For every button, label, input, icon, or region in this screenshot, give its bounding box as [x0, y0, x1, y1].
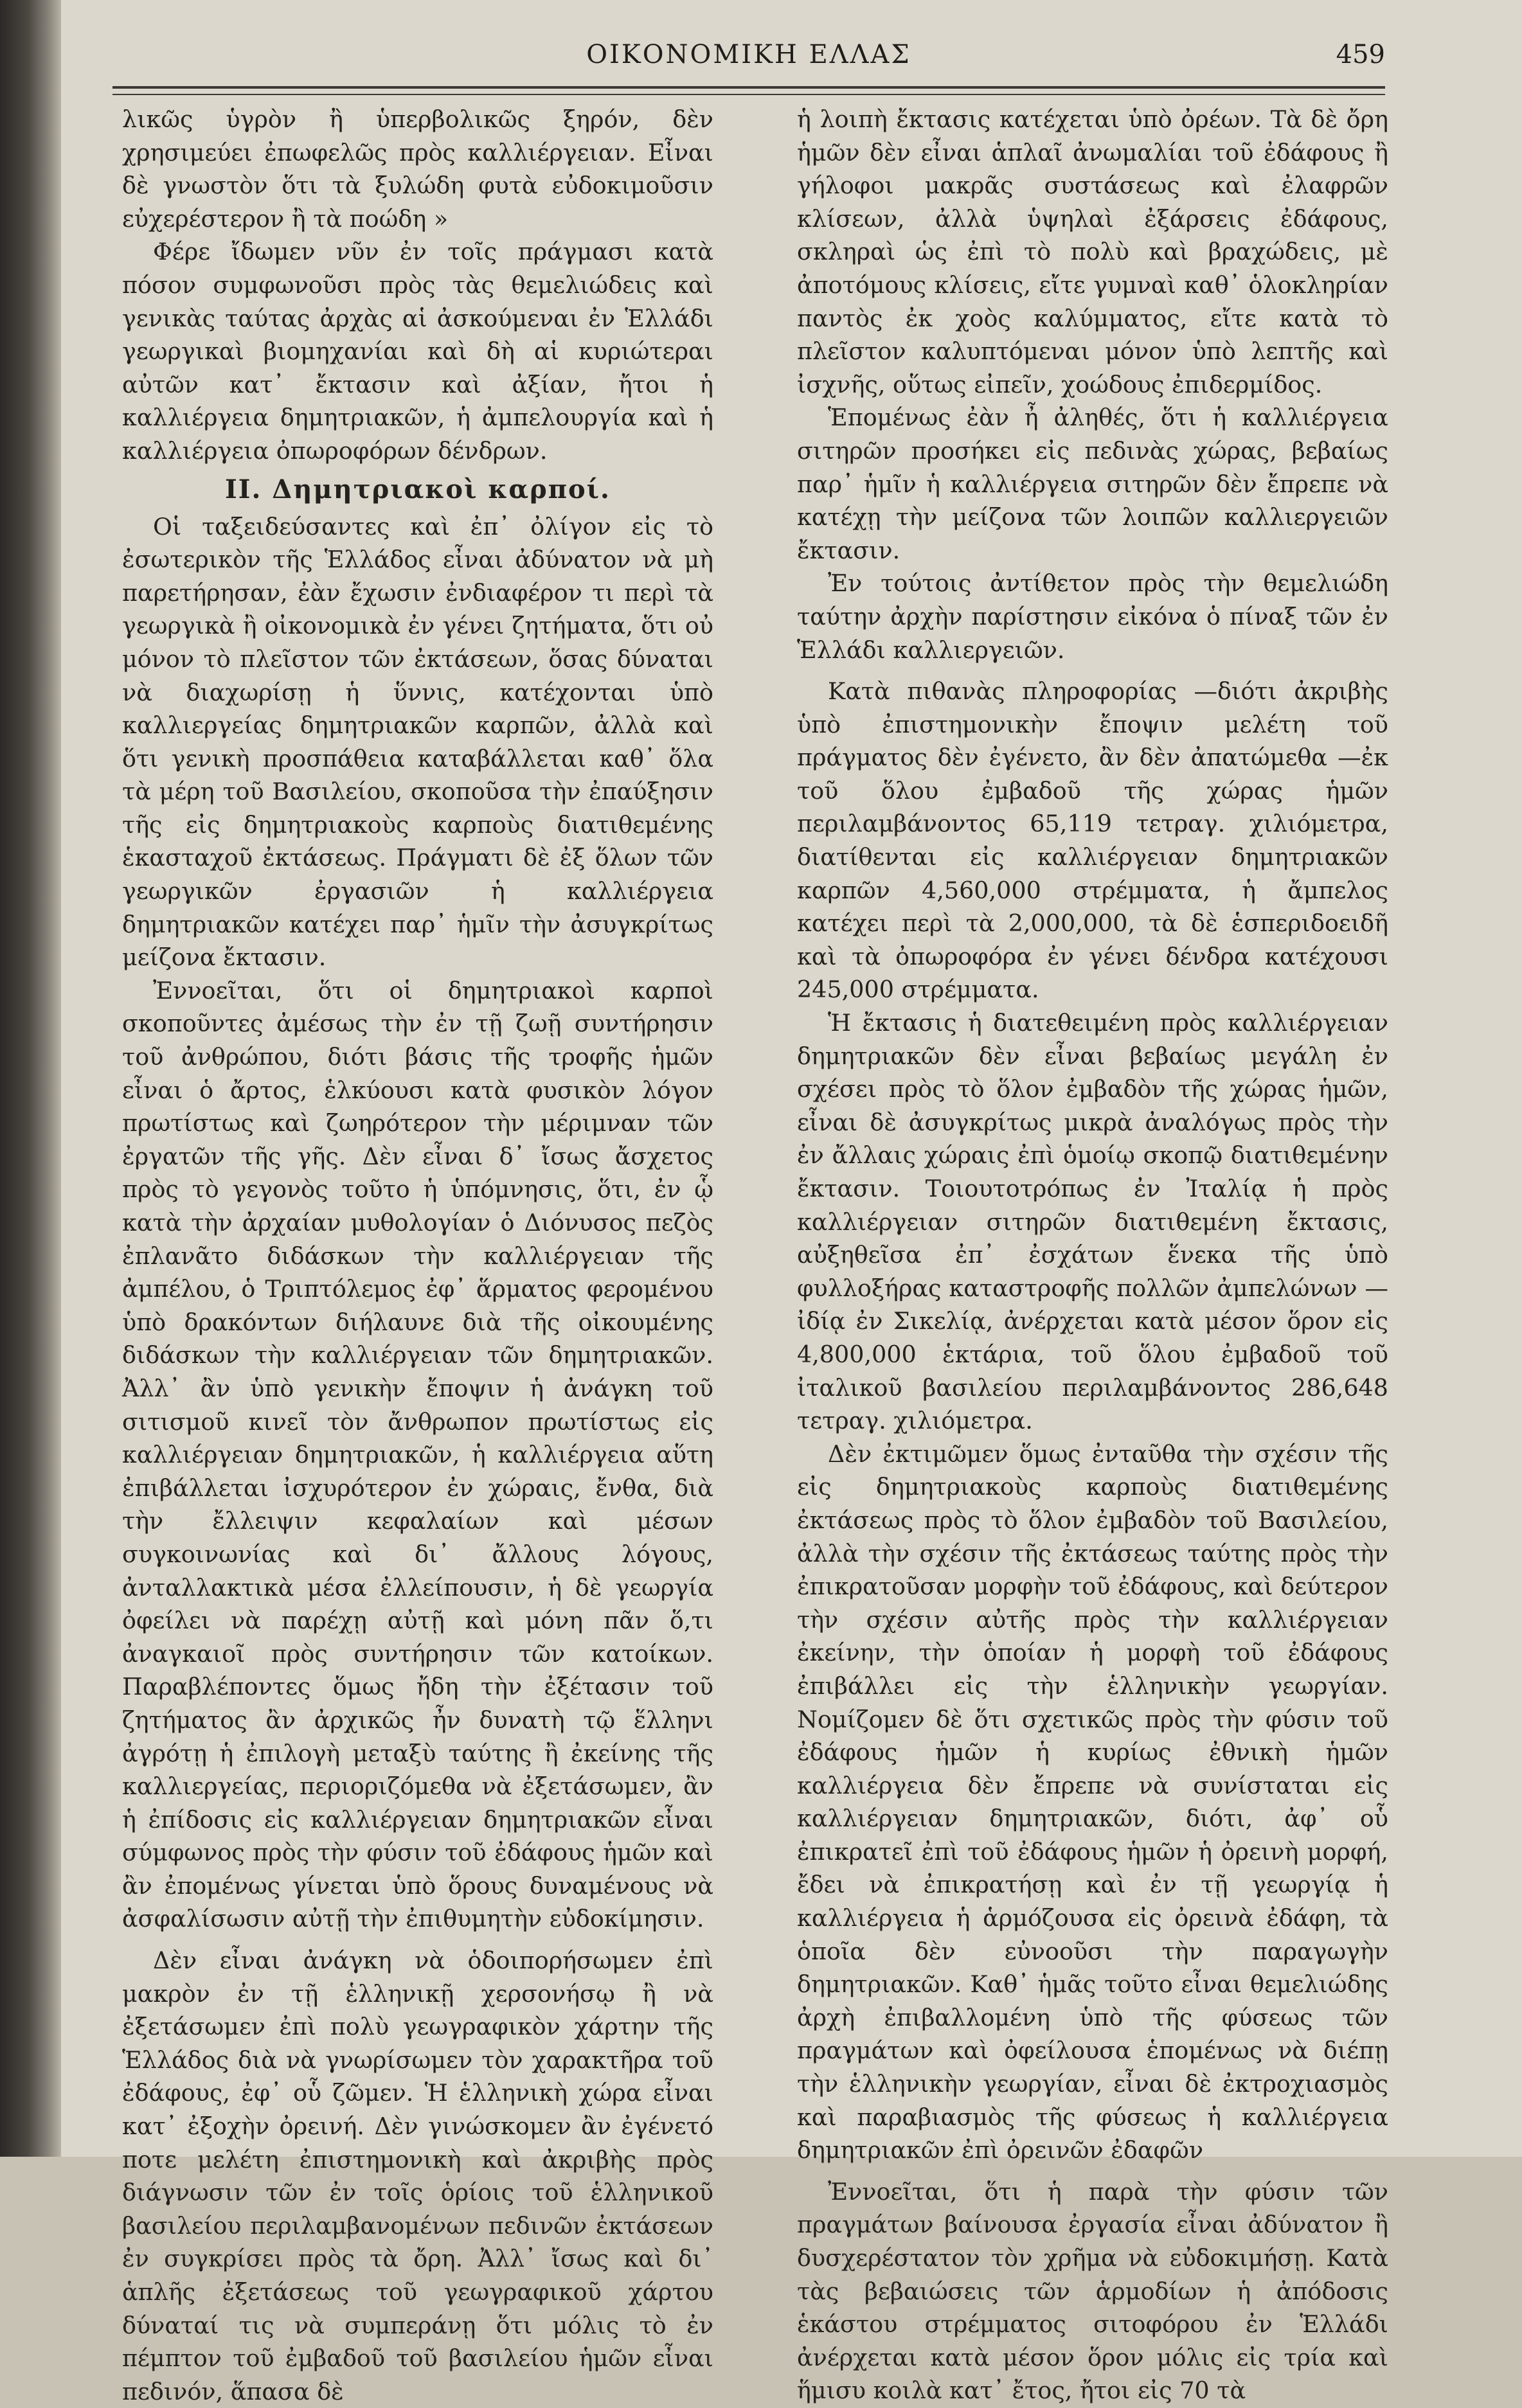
paragraph: Δὲν εἶναι ἀνάγκη νὰ ὁδοιπορήσωμεν ἐπὶ μακρὸν ἐν τῇ ἑλληνικῇ χερσονήσῳ ἢ νὰ ἐξετάσωμεν ἐπὶ πολὺ γεωγραφικὸν χάρτην τῆς Ἑλλάδος διὰ νὰ γνωρίσωμεν τὸν χαρακτῆρα τοῦ ἐδάφους, ἐφ᾽ οὗ ζῶμεν. Ἡ ἑλληνικὴ χώρα εἶναι κατ᾽ ἐξοχὴν ὀρεινή. Δὲν γινώσκομεν ἂν ἐγένετό ποτε μελέτη ἐπιστημονικὴ καὶ ἀκριβὴς πρὸς διάγνωσιν τῶν ἐν τοῖς ὁρίοις τοῦ ἑλληνικοῦ βασιλείου περιλαμβανομένων πεδινῶν ἐκτάσεων ἐν συγκρίσει πρὸς τὰ ὄρη. Ἀλλ᾽ ἴσως καὶ δι᾽ ἁπλῆς ἐξετάσεως τοῦ γεωγραφικοῦ χάρτου δύναταί τις νὰ συμπεράνῃ ὅτι μόλις τὸ ἐν πέμπτον τοῦ ἐμβαδοῦ τοῦ βασιλείου ἡμῶν εἶναι πεδινόν, ἅπασα δὲ: [122, 1947, 713, 2405]
page-header: [112, 40, 1385, 78]
running-title: ΟΙΚΟΝΟΜΙΚΗ ΕΛΛΑΣ: [586, 40, 911, 69]
paragraph: Ἐννοεῖται, ὅτι ἡ παρὰ τὴν φύσιν τῶν πραγμάτων βαίνουσα ἐργασία εἶναι ἀδύνατον ἢ δυσχερέστατον τὸν χρῆμα νὰ εὐδοκιμήσῃ. Κατὰ τὰς βεβαιώσεις τῶν ἁρμοδίων ἡ ἀπόδοσις ἑκάστου στρέμματος σιτοφόρου ἐν Ἑλλάδι ἀνέρχεται κατὰ μέσον ὅρον μόλις εἰς τρία καὶ ἥμισυ κοιλὰ κατ᾽ ἔτος, ἤτοι εἰς 70 τὰ: [797, 2177, 1388, 2405]
book-binding-shadow: [0, 0, 61, 2157]
left-column: [122, 103, 713, 2405]
paragraph: Κατὰ πιθανὰς πληροφορίας —διότι ἀκριβὴς ὑπὸ ἐπιστημονικὴν ἔποψιν μελέτη τοῦ πράγματος δὲν ἐγένετο, ἂν δὲν ἀπατώμεθα —ἐκ τοῦ ὅλου ἐμβαδοῦ τῆς χώρας ἡμῶν περιλαμβάνοντος 65,119 τετραγ. χιλιόμετρα, διατίθενται εἰς καλλιέργειαν δημητριακῶν καρπῶν 4,560,000 στρέμματα, ἡ ἄμπελος κατέχει περὶ τὰ 2,000,000, τὰ δὲ ἑσπεριδοειδῆ καὶ τὰ ὀπωροφόρα ἐν γένει δένδρα κατέχουσι 245,000 στρέμματα.: [797, 677, 1388, 1004]
paragraph: Δὲν ἐκτιμῶμεν ὅμως ἐνταῦθα τὴν σχέσιν τῆς εἰς δημητριακοὺς καρποὺς διατιθεμένης ἐκτάσεως πρὸς τὸ ὅλον ἐμβαδὸν τοῦ Βασιλείου, ἀλλὰ τὴν σχέσιν τῆς ἐκτάσεως ταύτης πρὸς τὴν ἐπικρατοῦσαν μορφὴν τοῦ ἐδάφους, καὶ δεύτερον τὴν σχέσιν αὐτῆς πρὸς τὴν καλλιέργειαν ἐκείνην, τὴν ὁποίαν ἡ μορφὴ τοῦ ἐδάφους ἐπιβάλλει εἰς τὴν ἑλληνικὴν γεωργίαν. Νομίζομεν δὲ ὅτι σχετικῶς πρὸς τὴν φύσιν τοῦ ἐδάφους ἡμῶν ἡ κυρίως ἐθνικὴ ἡμῶν καλλιέργεια δὲν ἔπρεπε νὰ συνίσταται εἰς καλλιέργειαν δημητριακῶν, διότι, ἀφ᾽ οὗ ἐπικρατεῖ ἐπὶ τοῦ ἐδάφους ἡμῶν ἡ ὀρεινὴ μορφή, ἔδει νὰ ἐπικρατήσῃ καὶ ἐν τῇ γεωργίᾳ ἡ καλλιέργεια ἡ ἁρμόζουσα εἰς ὀρεινὰ ἐδάφη, τὰ ὁποῖα δὲν εὐνοοῦσι τὴν παραγωγὴν δημητριακῶν. Καθ᾽ ἡμᾶς τοῦτο εἶναι θεμελιώδης ἀρχὴ ἐπιβαλλομένη ὑπὸ τῆς φύσεως τῶν πραγμάτων καὶ ὀφείλουσα ἑπομένως νὰ διέπῃ τὴν ἑλληνικὴν γεωργίαν, εἶναι δὲ ἐκτροχιασμὸς καὶ παραβιασμὸς τῆς φύσεως ἡ καλλιέργεια δημητριακῶν ἐπὶ ὀρεινῶν ἐδαφῶν: [797, 1440, 1388, 2164]
paragraph: ἡ λοιπὴ ἔκτασις κατέχεται ὑπὸ ὀρέων. Τὰ δὲ ὄρη ἡμῶν δὲν εἶναι ἁπλαῖ ἀνωμαλίαι τοῦ ἐδάφους ἢ γήλοφοι μακρᾶς συστάσεως καὶ ἐλαφρῶν κλίσεων, ἀλλὰ ὑψηλαὶ ἐξάρσεις ἐδάφους, σκληραὶ ὡς ἐπὶ τὸ πολὺ καὶ βραχώδεις, μὲ ἀποτόμους κλίσεις, εἴτε γυμναὶ καθ᾽ ὁλοκληρίαν παντὸς ἐκ χοὸς καλύμματος, εἴτε κατὰ τὸ πλεῖστον καλυπτόμεναι μόνον ὑπὸ λεπτῆς καὶ ἰσχνῆς, οὕτως εἰπεῖν, χοώδους ἐπιδερμίδος.: [797, 105, 1388, 398]
paragraph: Ἑπομένως ἐὰν ἦ ἀληθές, ὅτι ἡ καλλιέργεια σιτηρῶν προσήκει εἰς πεδινὰς χώρας, βεβαίως παρ᾽ ἡμῖν ἡ καλλιέργεια σιτηρῶν δὲν ἔπρεπε νὰ κατέχῃ τὴν μείζονα τῶν λοιπῶν καλλιεργειῶν ἔκτασιν.: [797, 404, 1388, 564]
section-heading: ΙΙ. Δημητριακοὶ καρποί.: [225, 474, 611, 504]
page-number: 459: [1336, 40, 1385, 69]
paragraph: Φέρε ἴδωμεν νῦν ἐν τοῖς πράγμασι κατὰ πόσον συμφωνοῦσι πρὸς τὰς θεμελιώδεις καὶ γενικὰς ταύτας ἀρχὰς αἱ ἀσκούμεναι ἐν Ἑλλάδι γεωργικαὶ βιομηχανίαι καὶ δὴ αἱ κυριώτεραι αὐτῶν κατ᾽ ἔκτασιν καὶ ἀξίαν, ἤτοι ἡ καλλιέργεια δημητριακῶν, ἡ ἀμπελουργία καὶ ἡ καλλιέργεια ὀπωροφόρων δένδρων.: [122, 238, 713, 465]
paragraph: Οἱ ταξειδεύσαντες καὶ ἐπ᾽ ὀλίγον εἰς τὸ ἐσωτερικὸν τῆς Ἑλλάδος εἶναι ἀδύνατον νὰ μὴ παρετήρησαν, ἐὰν ἔχωσιν ἐνδιαφέρον τι περὶ τὰ γεωργικὰ ἢ οἰκονομικὰ ἐν γένει ζητήματα, ὅτι οὐ μόνον τὸ πλεῖστον τῶν ἐκτάσεων, ὅσας δύναται νὰ διαχωρίσῃ ἡ ὕννις, κατέχονται ὑπὸ καλλιεργείας δημητριακῶν καρπῶν, ἀλλὰ καὶ ὅτι γενικὴ προσπάθεια καταβάλλεται καθ᾽ ὅλα τὰ μέρη τοῦ Βασιλείου, σκοποῦσα τὴν ἐπαύξησιν τῆς εἰς δημητριακοὺς καρποὺς διατιθεμένης ἑκασταχοῦ ἐκτάσεως. Πράγματι δὲ ἐξ ὅλων τῶν γεωργικῶν ἐργασιῶν ἡ καλλιέργεια δημητριακῶν κατέχει παρ᾽ ἡμῖν τὴν ἀσυγκρίτως μείζονα ἔκτασιν.: [122, 512, 713, 972]
header-rule-thick: [112, 86, 1385, 89]
header-rule-thin: [112, 94, 1385, 95]
paragraph: Ἐννοεῖται, ὅτι οἱ δημητριακοὶ καρποὶ σκοποῦντες ἀμέσως τὴν ἐν τῇ ζωῇ συντήρησιν τοῦ ἀνθρώπου, διότι βάσις τῆς τροφῆς ἡμῶν εἶναι ὁ ἄρτος, ἑλκύουσι κατὰ φυσικὸν λόγον πρωτίστως καὶ ζωηρότερον τὴν μέριμναν τῶν ἐργατῶν τῆς γῆς. Δὲν εἶναι δ᾽ ἴσως ἄσχετος πρὸς τὸ γεγονὸς τοῦτο ἡ ὑπόμνησις, ὅτι, ἐν ᾧ κατὰ τὴν ἀρχαίαν μυθολογίαν ὁ Διόνυσος πεζὸς ἐπλανᾶτο διδάσκων τὴν καλλιέργειαν τῆς ἀμπέλου, ὁ Τριπτόλεμος ἐφ᾽ ἅρματος φερομένου ὑπὸ δρακόντων διήλαυνε διὰ τῆς οἰκουμένης διδάσκων τὴν καλλιέργειαν τῶν δημητριακῶν. Ἀλλ᾽ ἂν ὑπὸ γενικὴν ἔποψιν ἡ ἀνάγκη τοῦ σιτισμοῦ κινεῖ τὸν ἄνθρωπον πρωτίστως εἰς καλλιέργειαν δημητριακῶν, ἡ καλλιέργεια αὕτη ἐπιβάλλεται ἰσχυρότερον ἐν χώραις, ἔνθα, διὰ τὴν ἔλλειψιν κεφαλαίων καὶ μέσων συγκοινωνίας καὶ δι᾽ ἄλλους λόγους, ἀνταλλακτικὰ μέσα ἐλλείπουσιν, ἡ δὲ γεωργία ὀφείλει νὰ παρέχῃ αὐτῇ καὶ μόνη πᾶν ὅ,τι ἀναγκαιοῖ πρὸς συντήρησιν τῶν κατοίκων. Παραβλέποντες ὅμως ἤδη τὴν ἐξέτασιν τοῦ ζητήματος ἂν ἀρχικῶς ἦν δυνατὴ τῷ ἕλληνι ἀγρότῃ ἡ ἐπιλογὴ μεταξὺ ταύτης ἢ ἐκείνης τῆς καλλιεργείας, περιοριζόμεθα νὰ ἐξετάσωμεν, ἂν ἡ ἐπίδοσις εἰς καλλιέργειαν δημητριακῶν εἶναι σύμφωνος πρὸς τὴν φύσιν τοῦ ἐδάφους ἡμῶν καὶ ἂν ἐπομένως γίνεται ὑπὸ ὅρους δυναμένους νὰ ἀσφαλίσωσιν αὐτῇ τὴν ἐπιθυμητὴν εὐδοκίμησιν.: [122, 976, 713, 1933]
paragraph: Ἐν τούτοις ἀντίθετον πρὸς τὴν θεμελιώδη ταύτην ἀρχὴν παρίστησιν εἰκόνα ὁ πίναξ τῶν ἐν Ἑλλάδι καλλιεργειῶν.: [797, 569, 1388, 664]
paragraph: λικῶς ὑγρὸν ἢ ὑπερβολικῶς ξηρόν, δὲν χρησιμεύει ἐπωφελῶς πρὸς καλλιέργειαν. Εἶναι δὲ γνωστὸν ὅτι τὰ ξυλώδη φυτὰ εὐδοκιμοῦσιν εὐχερέστερον ἢ τὰ ποώδη »: [122, 105, 713, 233]
paragraph: Ἡ ἔκτασις ἡ διατεθειμένη πρὸς καλλιέργειαν δημητριακῶν δὲν εἶναι βεβαίως μεγάλη ἐν σχέσει πρὸς τὸ ὅλον ἐμβαδὸν τῆς χώρας ἡμῶν, εἶναι δὲ ἀσυγκρίτως μικρὰ ἀναλόγως πρὸς τὴν ἐν ἄλλαις χώραις ἐπὶ ὁμοίῳ σκοπῷ διατιθεμένην ἔκτασιν. Τοιουτοτρόπως ἐν Ἰταλίᾳ ἡ πρὸς καλλιέργειαν σιτηρῶν διατιθεμένη ἔκτασις, αὐξηθεῖσα ἐπ᾽ ἐσχάτων ἕνεκα τῆς ὑπὸ φυλλοξήρας καταστροφῆς πολλῶν ἀμπελώνων — ἰδίᾳ ἐν Σικελίᾳ, ἀνέρχεται κατὰ μέσον ὅρον εἰς 4,800,000 ἑκτάρια, τοῦ ὅλου ἐμβαδοῦ τοῦ ἰταλικοῦ βασιλείου περιλαμβάνοντος 286,648 τετραγ. χιλιόμετρα.: [797, 1009, 1388, 1435]
right-column: [797, 103, 1388, 2405]
